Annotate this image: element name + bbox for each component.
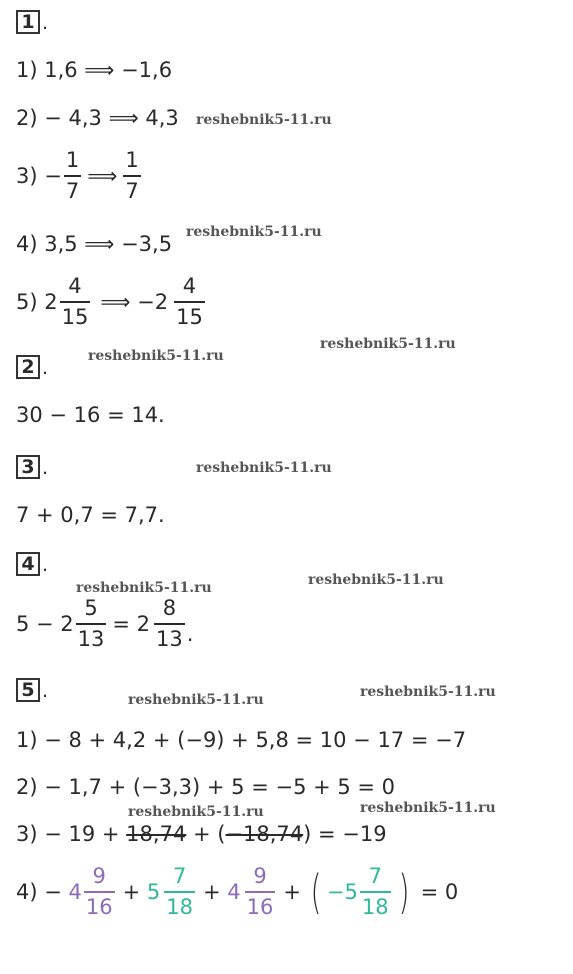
minus-five: −5 bbox=[326, 879, 358, 904]
denominator: 7 bbox=[125, 178, 139, 203]
numerator: 9 bbox=[92, 864, 106, 888]
task-4-number bbox=[16, 552, 40, 576]
task-2-dot: . bbox=[42, 357, 49, 379]
task-4-period: . bbox=[186, 621, 194, 646]
watermark: reshebnik5-11.ru bbox=[186, 224, 322, 240]
task-5-line-4-prefix: 4) − 4 bbox=[16, 879, 82, 904]
left-paren: ( bbox=[310, 864, 322, 919]
task-5-line-1: 1) − 8 + 4,2 + (−9) + 5,8 = 10 − 17 = −7 bbox=[16, 728, 467, 752]
watermark: reshebnik5-11.ru bbox=[76, 580, 212, 596]
task-1-number bbox=[16, 10, 40, 34]
task-1-line-4: 4) 3,5 ⟹ −3,5 bbox=[16, 232, 173, 256]
task-3-number-text: 3 bbox=[21, 456, 35, 478]
task-1-dot: . bbox=[42, 12, 49, 34]
numerator: 8 bbox=[162, 596, 177, 620]
denominator: 15 bbox=[176, 304, 203, 329]
task-5-number-text: 5 bbox=[21, 679, 35, 701]
task-5-line-3-mid: + ( bbox=[186, 822, 226, 846]
fraction bbox=[64, 150, 81, 202]
watermark: reshebnik5-11.ru bbox=[308, 572, 444, 588]
task-5-line-4 bbox=[16, 866, 458, 918]
task-5-dot: . bbox=[42, 680, 49, 702]
watermark: reshebnik5-11.ru bbox=[360, 800, 496, 816]
denominator: 18 bbox=[166, 894, 193, 919]
task-4-dot: . bbox=[42, 554, 49, 576]
denominator: 13 bbox=[156, 626, 183, 651]
fraction bbox=[123, 150, 140, 202]
task-4-number-text: 4 bbox=[21, 553, 35, 575]
plus-four: + 4 bbox=[203, 879, 241, 904]
watermark: reshebnik5-11.ru bbox=[88, 348, 224, 364]
numerator: 1 bbox=[125, 148, 139, 172]
plus-five: + 5 bbox=[122, 879, 161, 904]
denominator: 16 bbox=[85, 894, 113, 919]
task-1-line-3 bbox=[16, 150, 143, 202]
implies-sign: ⟹ bbox=[87, 163, 118, 188]
task-5-line-3 bbox=[16, 822, 387, 846]
numerator: 5 bbox=[84, 596, 98, 620]
plus-sign: + bbox=[283, 879, 301, 904]
numerator: 7 bbox=[172, 864, 187, 888]
watermark: reshebnik5-11.ru bbox=[128, 804, 264, 820]
task-1-line-3-prefix: 3) − bbox=[16, 163, 62, 188]
fraction bbox=[84, 866, 115, 918]
fraction bbox=[164, 866, 195, 918]
struck-term: 18,74 bbox=[126, 822, 187, 846]
numerator: 4 bbox=[182, 274, 197, 298]
watermark: reshebnik5-11.ru bbox=[128, 692, 264, 708]
watermark: reshebnik5-11.ru bbox=[360, 684, 496, 700]
numerator: 9 bbox=[253, 864, 267, 888]
task-5-line-2: 2) − 1,7 + (−3,3) + 5 = −5 + 5 = 0 bbox=[16, 775, 396, 799]
task-1-line-5-prefix: 5) 2 bbox=[16, 289, 58, 314]
task-1-line-2: 2) − 4,3 ⟹ 4,3 bbox=[16, 106, 179, 130]
task-4-prefix: 5 − 2 bbox=[16, 611, 74, 636]
denominator: 13 bbox=[77, 626, 105, 651]
task-4-mid: = 2 bbox=[112, 611, 151, 636]
task-4-line bbox=[16, 598, 193, 650]
denominator: 15 bbox=[61, 304, 89, 329]
denominator: 16 bbox=[246, 894, 274, 919]
task-3-number bbox=[16, 455, 40, 479]
right-paren: ) bbox=[398, 864, 410, 919]
task-3-line: 7 + 0,7 = 7,7. bbox=[16, 503, 165, 527]
fraction bbox=[174, 276, 205, 328]
task-1-number-text: 1 bbox=[21, 11, 35, 33]
task-2-number-text: 2 bbox=[21, 356, 35, 378]
watermark: reshebnik5-11.ru bbox=[196, 460, 332, 476]
denominator: 7 bbox=[65, 178, 80, 203]
task-1-line-5-mid: ⟹ −2 bbox=[100, 289, 169, 314]
task-5-number bbox=[16, 678, 40, 702]
denominator: 18 bbox=[361, 894, 389, 919]
struck-term: −18,74 bbox=[225, 822, 304, 846]
numerator: 4 bbox=[68, 274, 82, 298]
fraction bbox=[76, 598, 107, 650]
fraction bbox=[154, 598, 185, 650]
fraction bbox=[360, 866, 391, 918]
task-1-line-5 bbox=[16, 276, 207, 328]
numerator: 1 bbox=[65, 148, 80, 172]
task-2-line: 30 − 16 = 14. bbox=[16, 403, 165, 427]
task-3-dot: . bbox=[42, 457, 49, 479]
task-1-line-1: 1) 1,6 ⟹ −1,6 bbox=[16, 58, 173, 82]
task-5-line-3-prefix: 3) − 19 + bbox=[16, 822, 127, 846]
equals-zero: = 0 bbox=[420, 879, 459, 904]
watermark: reshebnik5-11.ru bbox=[320, 336, 456, 352]
fraction bbox=[245, 866, 276, 918]
numerator: 7 bbox=[368, 864, 382, 888]
task-5-line-3-suffix: ) = −19 bbox=[303, 822, 387, 846]
task-2-number bbox=[16, 355, 40, 379]
fraction bbox=[60, 276, 91, 328]
watermark: reshebnik5-11.ru bbox=[196, 112, 332, 128]
